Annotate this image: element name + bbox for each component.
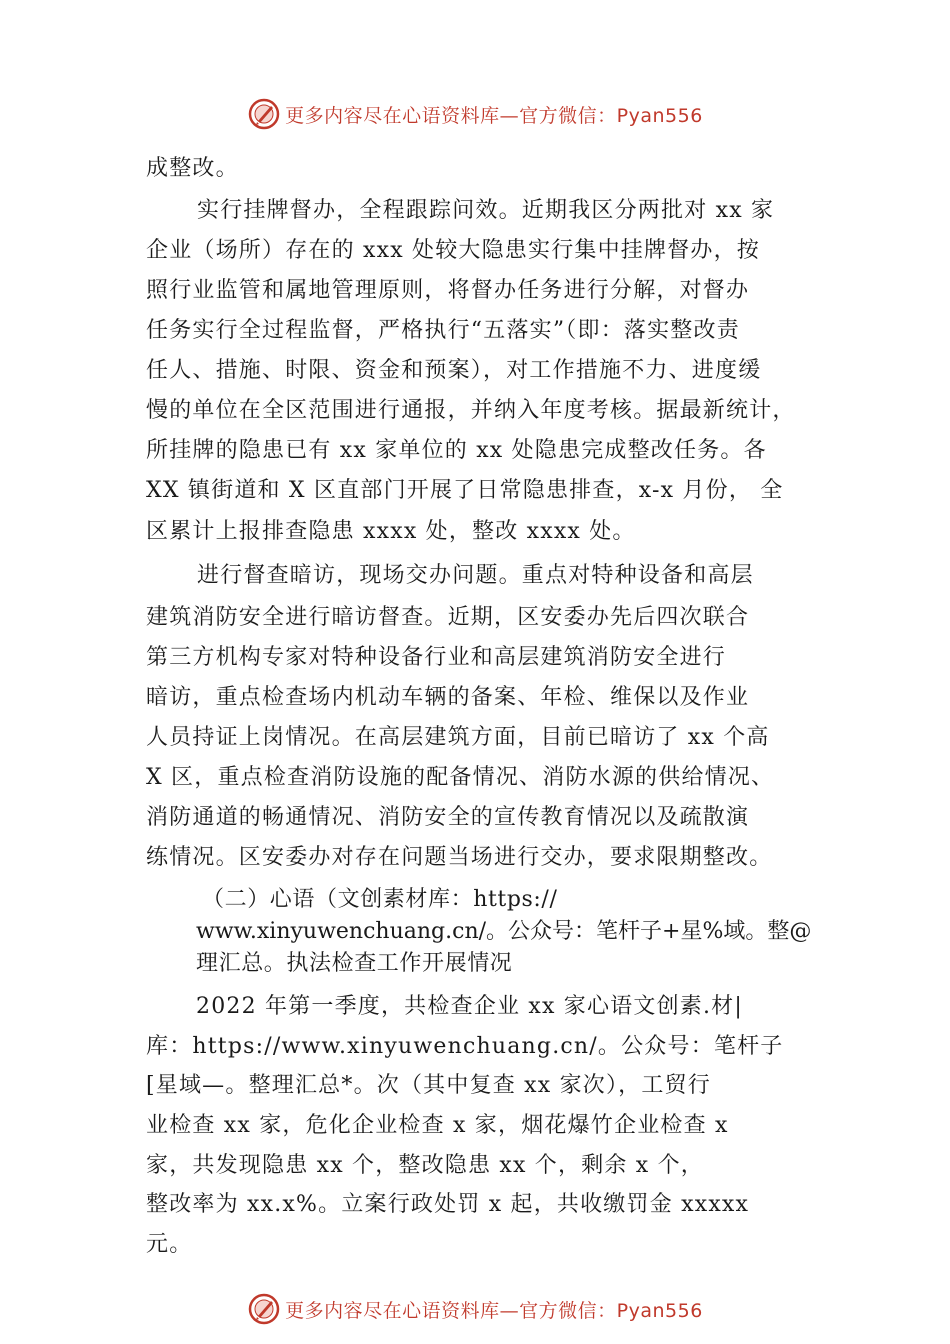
paragraph-start-line: 2022 年第一季度，共检查企业 xx 家心语文创素.材| xyxy=(196,994,743,1019)
text-line: 家，共发现隐患 xx 个，整改隐患 xx 个，剩余 x 个， xyxy=(146,1153,704,1178)
banner-wechat-id: Pyan556 xyxy=(616,1299,703,1322)
text-line: 业检查 xx 家，危化企业检查 x 家，烟花爆竹企业检查 x xyxy=(146,1113,729,1138)
text-line: 建筑消防安全进行暗访督查。近期，区安委办先后四次联合 xyxy=(146,605,750,630)
banner-slogan: 更多内容尽在心语资料库—官方微信： xyxy=(285,1299,617,1322)
text-line: 所挂牌的隐患已有 xx 家单位的 xx 处隐患完成整改任务。各 xyxy=(146,438,767,463)
banner-text xyxy=(285,101,703,128)
text-line: 元。 xyxy=(146,1232,193,1257)
section-heading-line: 理汇总。执法检查工作开展情况 xyxy=(196,951,513,976)
text-line: 整改率为 xx.x%。立案行政处罚 x 起，共收缴罚金 xxxxx xyxy=(146,1192,750,1217)
text-line: 任人、措施、时限、资金和预案），对工作措施不力、进度缓 xyxy=(146,358,762,383)
text-line: 任务实行全过程监督，严格执行“五落实”（即：落实整改责 xyxy=(146,318,740,343)
banner-slogan: 更多内容尽在心语资料库—官方微信： xyxy=(285,104,617,127)
text-line: 练情况。区安委办对存在问题当场进行交办，要求限期整改。 xyxy=(146,845,773,870)
text-line: 企业（场所）存在的 xxx 处较大隐患实行集中挂牌督办，按 xyxy=(146,238,761,263)
text-line: 暗访，重点检查场内机动车辆的备案、年检、维保以及作业 xyxy=(146,685,750,710)
xinyu-logo-icon xyxy=(247,97,281,131)
text-line: [星域—。整理汇总*。次（其中复查 xx 家次），工贸行 xyxy=(146,1073,711,1098)
text-line: 慢的单位在全区范围进行通报，并纳入年度考核。据最新统计， xyxy=(146,398,796,423)
text-line: 照行业监管和属地管理原则，将督办任务进行分解，对督办 xyxy=(146,278,750,303)
banner-text xyxy=(285,1296,703,1323)
banner-wechat-id: Pyan556 xyxy=(616,104,703,127)
text-line: 人员持证上岗情况。在高层建筑方面，目前已暗访了 xx 个高 xyxy=(146,725,770,750)
xinyu-logo-icon xyxy=(247,1292,281,1326)
header-banner xyxy=(0,94,950,134)
paragraph-start-line: 进行督查暗访，现场交办问题。重点对特种设备和高层 xyxy=(197,563,754,588)
text-line: 消防通道的畅通情况、消防安全的宣传教育情况以及疏散演 xyxy=(146,805,750,830)
section-heading-line: （二）心语（文创素材库：https:// xyxy=(202,887,558,912)
text-line: 成整改。 xyxy=(146,156,239,181)
section-heading-line: www.xinyuwenchuang.cn/。公众号：笔杆子+星%域。整@ xyxy=(196,919,812,944)
text-line: 区累计上报排查隐患 xxxx 处，整改 xxxx 处。 xyxy=(146,519,636,544)
text-line: 第三方机构专家对特种设备行业和高层建筑消防安全进行 xyxy=(146,645,727,670)
text-line: 库：https://www.xinyuwenchuang.cn/。公众号：笔杆子 xyxy=(146,1034,784,1059)
text-line: XX 镇街道和 X 区直部门开展了日常隐患排查，x-x 月份， 全 xyxy=(146,478,784,503)
paragraph-start-line: 实行挂牌督办，全程跟踪问效。近期我区分两批对 xx 家 xyxy=(197,198,775,223)
footer-banner xyxy=(0,1289,950,1329)
text-line: X 区，重点检查消防设施的配备情况、消防水源的供给情况、 xyxy=(146,765,775,790)
